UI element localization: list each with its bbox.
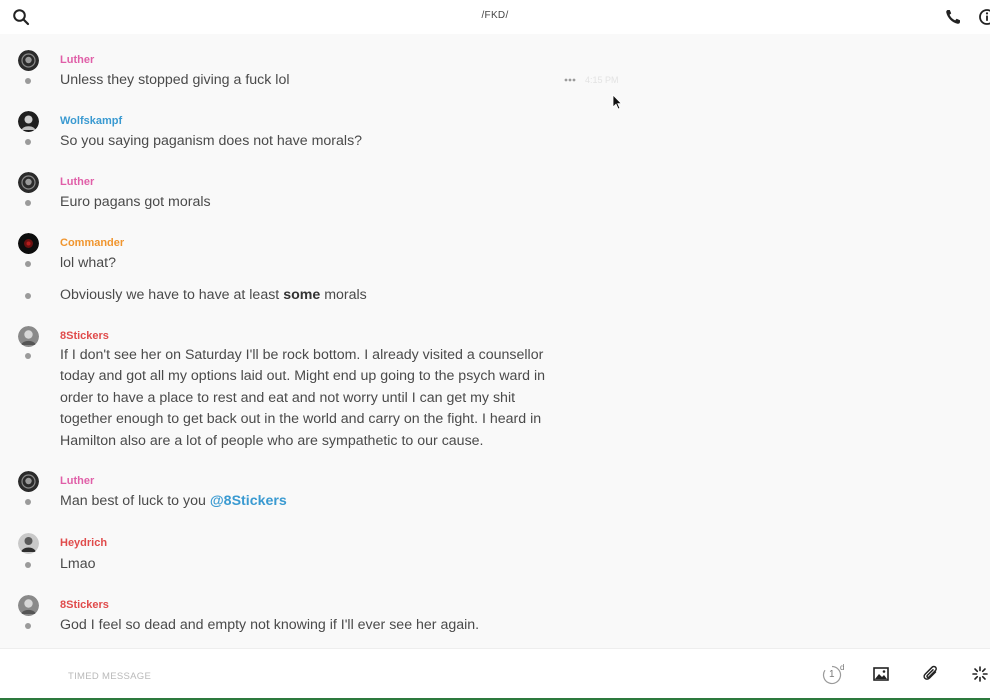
message-text: God I feel so dead and empty not knowing if I'll ever see her again. <box>60 617 480 633</box>
avatar[interactable] <box>18 595 39 616</box>
message-timestamp: 4:15 PM <box>585 75 619 85</box>
message-list[interactable] <box>0 34 990 648</box>
message-input[interactable] <box>68 669 768 683</box>
message-author[interactable]: Commander <box>60 237 125 249</box>
avatar[interactable] <box>18 326 39 347</box>
message-text: Unless they stopped giving a fuck lol <box>60 72 290 88</box>
message-author[interactable]: Luther <box>60 176 95 188</box>
message-status-dot <box>25 139 31 145</box>
message-author[interactable]: 8Stickers <box>60 330 109 342</box>
message-status-dot <box>25 562 31 568</box>
avatar[interactable] <box>18 471 39 492</box>
message-status-dot <box>25 353 31 359</box>
image-icon[interactable] <box>873 666 889 682</box>
avatar[interactable] <box>18 172 39 193</box>
message-author[interactable]: Wolfskampf <box>60 115 123 127</box>
message-status-dot <box>25 200 31 206</box>
avatar[interactable] <box>18 111 39 132</box>
avatar[interactable] <box>18 533 39 554</box>
message-text-bold: some <box>283 287 321 303</box>
mouse-cursor-icon <box>612 94 622 110</box>
paperclip-icon[interactable] <box>923 665 939 683</box>
message-status-dot <box>25 78 31 84</box>
user-mention[interactable]: @8Stickers <box>209 493 287 509</box>
timer-button[interactable] <box>822 665 848 685</box>
conversation-title: /FKD/ <box>481 10 509 21</box>
message-author[interactable]: Luther <box>60 475 95 487</box>
message-text-part: Obviously we have to have at least <box>60 287 284 303</box>
timer-unit: d <box>840 663 845 672</box>
avatar[interactable] <box>18 233 39 254</box>
message-status-dot <box>25 293 31 299</box>
message-text: If I don't see her on Saturday I'll be rock bottom. I already visited a counsellor today and got all my options laid out. Might end up going to the psych ward in order to have a place to rest and eat and not worry until I can get my shit together enough to get back out in the world and carry on the fight. I heard in Hamilton also are a lot of people who are sympathetic to our cause. <box>60 347 546 449</box>
message-composer <box>0 648 990 699</box>
phone-icon[interactable] <box>944 8 962 26</box>
message-text <box>60 285 560 306</box>
message-text-part: Man best of luck to you <box>60 493 210 509</box>
message-status-dot <box>25 623 31 629</box>
avatar[interactable] <box>18 50 39 71</box>
message-author[interactable]: 8Stickers <box>60 599 109 611</box>
info-icon[interactable] <box>978 8 990 26</box>
message-status-dot <box>25 261 31 267</box>
message-author[interactable]: Luther <box>60 54 95 66</box>
message-text <box>60 491 560 512</box>
top-bar <box>0 0 990 34</box>
message-text: Lmao <box>60 556 96 572</box>
message-text: So you saying paganism does not have morals? <box>60 133 363 149</box>
message-text: Euro pagans got morals <box>60 194 211 210</box>
sparkle-icon[interactable] <box>972 666 988 682</box>
message-author[interactable]: Heydrich <box>60 537 108 549</box>
timer-value: 1 <box>829 669 835 680</box>
more-options-icon[interactable] <box>564 78 576 82</box>
message-text: lol what? <box>60 255 116 271</box>
message-status-dot <box>25 499 31 505</box>
message-text-part: morals <box>320 287 367 303</box>
